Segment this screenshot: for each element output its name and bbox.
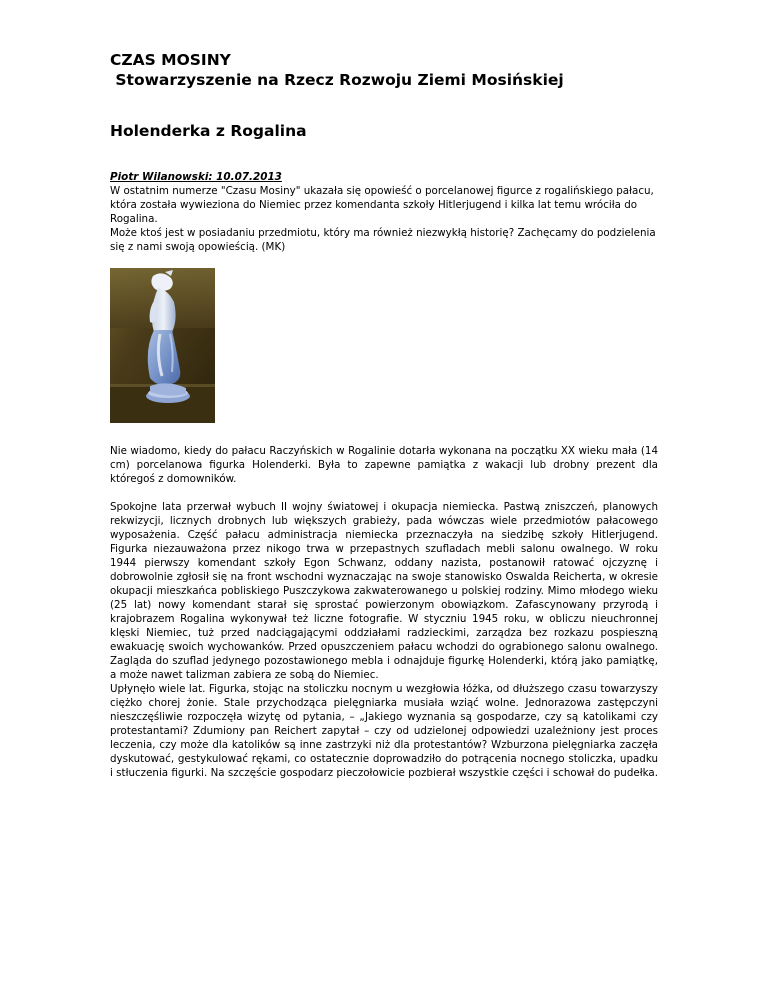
publisher-name: Stowarzyszenie na Rzecz Rozwoju Ziemi Mosińskiej [110, 71, 564, 89]
article-byline: Piotr Wilanowski: 10.07.2013 [110, 171, 282, 183]
paragraph-line: dobrowolnie zgłosił się na front wschodni wyznaczając na swoje stanowisko Oswalda Reicherta, w okresie [110, 571, 658, 583]
paragraph-2 [110, 500, 658, 682]
paragraph-line: któregoś z domowników. [110, 473, 237, 485]
intro-line: Rogalina. [110, 213, 158, 225]
paragraph-line: 1944 pierwszy komendant szkoły Egon Schwanz, oddany nazista, postanowił ratować ojczyznę i [110, 557, 658, 569]
figurine-photo [110, 268, 215, 423]
paragraph-line: nieszczęśliwie rozpoczęła wizytę od pytania, – „Jakiego wyznania są gospodarze, czy są katolikami czy [110, 711, 658, 723]
paragraph-line: Figurka niezauważona przez nikogo trwa w przepastnych szufladach mebli salonu owalnego. W roku [110, 543, 658, 555]
paragraph-line: Spokojne lata przerwał wybuch II wojny światowej i okupacja niemiecka. Pastwą zniszczeń, planowych [110, 501, 658, 513]
intro-line: się z nami swoją opowieścią. (MK) [110, 241, 286, 253]
paragraph-line: leczenia, czy może dla katolików są inne zastrzyki niż dla protestantów? Wzburzona pielęgniarka zaczęła [110, 739, 658, 751]
paragraph-line: dyskutować, gestykulować rękami, co ostatecznie doprowadziło do potrącenia nocnego stoliczka, upadku [110, 753, 658, 765]
paragraph-line: i stłuczenia figurki. Na szczęście gospodarz pieczołowicie pozbierał wszystkie części i schował do pudełka. [110, 767, 658, 779]
paragraph-line: Zagląda do szuflad jedynego pozostawionego mebla i odnajduje figurkę Holenderki, którą jako pamiątkę, [110, 655, 658, 667]
paragraph-line: cm) porcelanowa figurka Holenderki. Była to zapewne pamiątka z wakacji lub drobny prezent dla [110, 459, 658, 471]
intro-line: która została wywieziona do Niemiec przez komendanta szkoły Hitlerjugend i kilka lat temu wróciła do [110, 199, 638, 211]
paragraph-line: protestantami? Zdumiony pan Reichert zapytał – czy od udzielonej odpowiedzi uzależniony jest proces [110, 725, 658, 737]
paragraph-line: wyposażenia. Część pałacu administracja niemiecka przeznaczyła na siedzibę szkoły Hitlerjugend. [110, 529, 658, 541]
publication-title: CZAS MOSINY [110, 51, 231, 69]
paragraph-line: Nie wiadomo, kiedy do pałacu Raczyńskich w Rogalinie dotarła wykonana na początku XX wieku mała (14 [110, 445, 658, 457]
paragraph-3 [110, 682, 658, 780]
article-title: Holenderka z Rogalina [110, 122, 307, 140]
article-intro [110, 184, 658, 254]
paragraph-line: krajobrazem Rogalina wykonywał też liczne fotografie. W styczniu 1945 roku, w obliczu nieuchronnej [110, 613, 658, 625]
paragraph-line: a może nawet talizman zabiera ze sobą do Niemiec. [110, 669, 379, 681]
paragraph-line: klęski Niemiec, tuż przed nadciągającymi oddziałami radzieckimi, zarządza bez rozkazu pospieszną [110, 627, 658, 639]
paragraph-line: (25 lat) nowy komendant starał się sprostać powierzonym obowiązkom. Zafascynowany przyrodą i [110, 599, 658, 611]
intro-line: Może ktoś jest w posiadaniu przedmiotu, który ma również niezwykłą historię? Zachęcamy do podzielenia [110, 227, 656, 239]
intro-line: W ostatnim numerze "Czasu Mosiny" ukazała się opowieść o porcelanowej figurce z rogalińskiego pałacu, [110, 185, 654, 197]
paragraph-line: rekwizycji, licznych drobnych lub większych grabieży, pada wówczas wiele przedmiotów pałacowego [110, 515, 658, 527]
paragraph-1 [110, 444, 658, 486]
paragraph-line: ciężko chorej żonie. Stale przychodząca pielęgniarka musiała wziąć wolne. Jednorazowa zastępczyni [110, 697, 658, 709]
paragraph-line: okupacji mieszkańca pobliskiego Puszczykowa zakwaterowanego u polskiej rodziny. Mimo młodego wieku [110, 585, 658, 597]
paragraph-line: Upłynęło wiele lat. Figurka, stojąc na stoliczku nocnym u wezgłowia łóżka, od dłuższego czasu towarzyszy [110, 683, 658, 695]
paragraph-line: ewakuację swoich wychowanków. Przed opuszczeniem pałacu wchodzi do ograbionego salonu owalnego. [110, 641, 658, 653]
